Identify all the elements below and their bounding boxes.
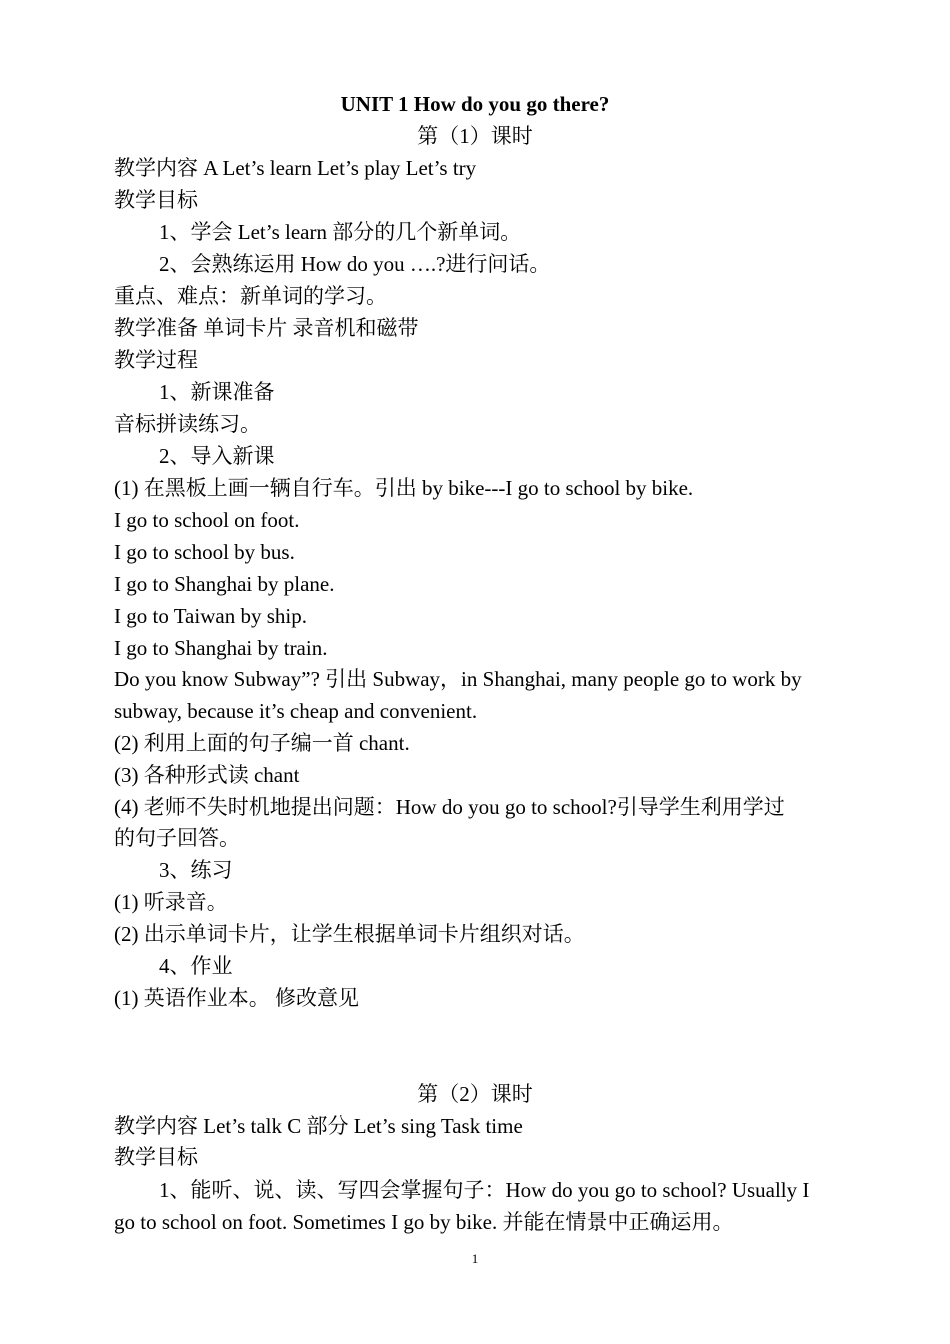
step2-item-3: (3) 各种形式读 chant xyxy=(114,763,300,787)
step1-text: 音标拼读练习。 xyxy=(114,412,261,436)
sentence-line: I go to Shanghai by plane. xyxy=(114,572,335,596)
page-number: 1 xyxy=(471,1251,479,1266)
sentence-line: I go to school by bus. xyxy=(114,540,295,564)
lesson1-process-label: 教学过程 xyxy=(114,348,198,372)
lesson1-preparation: 教学准备 单词卡片 录音机和磁带 xyxy=(114,316,419,340)
step2-item-1: (1) 在黑板上画一辆自行车。引出 by bike---I go to school by bike. xyxy=(114,476,694,500)
lesson2-goal-1-line1: 1、能听、说、读、写四会掌握句子：How do you go to school? Usually I xyxy=(159,1178,810,1202)
lesson1-goal-2: 2、会熟练运用 How do you ….?进行问话。 xyxy=(159,252,551,276)
step2-item-2: (2) 利用上面的句子编一首 chant. xyxy=(114,731,410,755)
lesson1-key-points: 重点、难点：新单词的学习。 xyxy=(114,284,387,308)
lesson2-goals-label: 教学目标 xyxy=(114,1145,198,1169)
sentence-line: I go to Shanghai by train. xyxy=(114,636,328,660)
lesson1-heading: 第（1）课时 xyxy=(417,124,533,148)
step1-heading: 1、新课准备 xyxy=(159,380,275,404)
step4-heading: 4、作业 xyxy=(159,954,233,978)
sentence-line: I go to Taiwan by ship. xyxy=(114,604,307,628)
step2-heading: 2、导入新课 xyxy=(159,444,275,468)
sentence-line: I go to school on foot. xyxy=(114,508,300,532)
lesson2-goal-1-line2: go to school on foot. Sometimes I go by bike. 并能在情景中正确运用。 xyxy=(114,1210,734,1234)
lesson1-content: 教学内容 A Let’s learn Let’s play Let’s try xyxy=(114,156,477,180)
lesson1-goal-1: 1、学会 Let’s learn 部分的几个新单词。 xyxy=(159,220,522,244)
step2-item-4-line1: (4) 老师不失时机地提出问题：How do you go to school?引导学生利用学过 xyxy=(114,795,785,819)
lesson2-heading: 第（2）课时 xyxy=(417,1082,533,1106)
step4-item-1: (1) 英语作业本。 修改意见 xyxy=(114,986,359,1010)
lesson1-goals-label: 教学目标 xyxy=(114,188,198,212)
step2-item-4-line2: 的句子回答。 xyxy=(114,826,240,850)
step3-heading: 3、练习 xyxy=(159,858,233,882)
subway-paragraph-line1: Do you know Subway”? 引出 Subway，in Shanghai, many people go to work by xyxy=(114,667,802,691)
lesson2-content: 教学内容 Let’s talk C 部分 Let’s sing Task time xyxy=(114,1114,523,1138)
unit-title: UNIT 1 How do you go there? xyxy=(340,92,610,116)
subway-paragraph-line2: subway, because it’s cheap and convenient. xyxy=(114,699,478,723)
step3-item-2: (2) 出示单词卡片，让学生根据单词卡片组织对话。 xyxy=(114,922,585,946)
step3-item-1: (1) 听录音。 xyxy=(114,890,228,914)
